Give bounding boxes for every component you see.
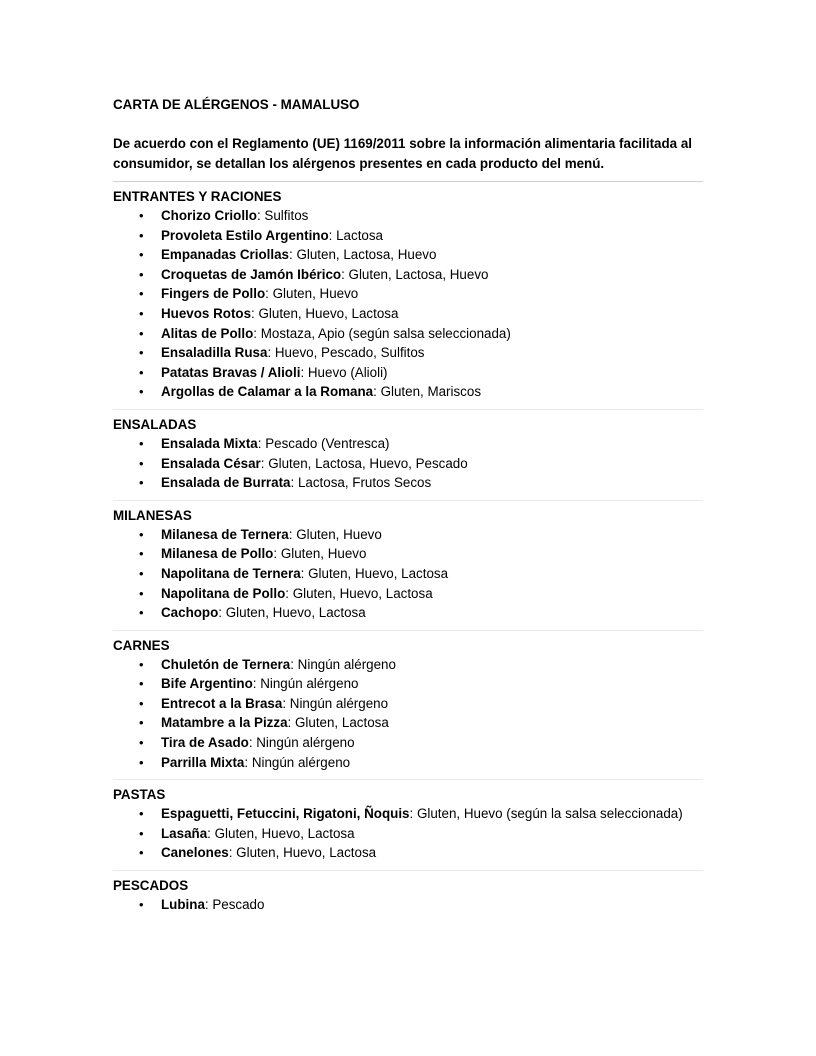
bullet-icon: • — [139, 208, 144, 223]
allergen-item — [113, 226, 703, 246]
bullet-icon: • — [139, 735, 144, 751]
section-divider — [113, 870, 703, 871]
bullet-icon: • — [139, 526, 144, 542]
allergen-text: Gluten, Lactosa, Huevo, Pescado — [268, 455, 468, 471]
section-heading: MILANESAS — [113, 507, 192, 523]
dish-name: Ensalada Mixta — [161, 435, 258, 451]
name-separator: : — [251, 305, 259, 321]
allergen-text: Lactosa — [336, 227, 384, 243]
dish-name: Espaguetti, Fetuccini, Rigatoni, Ñoquis — [161, 806, 410, 822]
dish-name: Huevos Rotos — [161, 305, 252, 321]
dish-name: Canelones — [161, 845, 229, 861]
allergen-item — [113, 544, 703, 564]
section-pescados — [113, 876, 703, 915]
name-separator: : — [248, 735, 257, 751]
bullet-icon: • — [139, 286, 144, 302]
bullet-icon: • — [139, 897, 144, 913]
section-divider — [113, 779, 703, 780]
section-entrantes-y-raciones — [113, 187, 703, 402]
bullet-icon: • — [139, 475, 144, 491]
allergen-list — [113, 206, 703, 402]
allergen-text: Gluten, Huevo, Lactosa — [258, 305, 399, 321]
allergen-item — [113, 804, 703, 824]
dish-name: Argollas de Calamar a la Romana — [161, 384, 374, 400]
allergen-text: Gluten, Huevo, Lactosa — [236, 845, 377, 861]
section-divider — [113, 630, 703, 631]
section-carnes — [113, 636, 703, 773]
allergen-text: Gluten, Huevo — [280, 546, 367, 562]
allergen-item — [113, 584, 703, 604]
allergen-item — [113, 655, 703, 675]
bullet-icon: • — [139, 715, 144, 731]
allergen-item — [113, 694, 703, 714]
name-separator: : — [228, 845, 237, 861]
bullet-icon: • — [139, 266, 144, 282]
allergen-item — [113, 733, 703, 753]
name-separator: : — [409, 806, 417, 822]
bullet-icon: • — [139, 325, 144, 341]
bullet-icon: • — [139, 455, 144, 471]
allergen-list — [113, 525, 703, 623]
dish-name: Milanesa de Pollo — [161, 546, 274, 562]
regulation-intro: De acuerdo con el Reglamento (UE) 1169/2011 sobre la información alimentaria facilitada al consumidor, se detallan los alérgenos presentes en cada producto del menú. — [113, 136, 692, 171]
section-heading: ENTRANTES Y RACIONES — [113, 189, 282, 204]
section-heading: PASTAS — [113, 787, 166, 803]
allergen-list — [113, 804, 703, 863]
allergen-text: Gluten, Lactosa, Huevo — [296, 247, 437, 263]
name-separator: : — [265, 286, 273, 302]
dish-name: Tira de Asado — [161, 735, 249, 751]
section-divider — [113, 181, 703, 182]
allergen-item — [113, 454, 703, 474]
dish-name: Alitas de Pollo — [161, 325, 254, 341]
dish-name: Lubina — [161, 897, 205, 913]
section-heading: PESCADOS — [113, 878, 189, 894]
allergen-text: Huevo (Alioli) — [307, 364, 388, 380]
allergen-item — [113, 525, 703, 545]
name-separator: : — [300, 565, 309, 581]
allergen-text: Gluten, Lactosa, Huevo — [348, 266, 489, 282]
bullet-icon: • — [139, 695, 144, 711]
allergen-text: Pescado — [212, 897, 265, 913]
dish-name: Ensalada César — [161, 455, 261, 471]
bullet-icon: • — [139, 227, 144, 243]
section-divider — [113, 409, 703, 410]
section-pastas — [113, 785, 703, 863]
name-separator: : — [256, 208, 265, 223]
allergen-text: Mostaza, Apio (según salsa seleccionada) — [260, 325, 511, 341]
dish-name: Croquetas de Jamón Ibérico — [161, 266, 342, 282]
section-milanesas — [113, 506, 703, 623]
bullet-icon: • — [139, 565, 144, 581]
name-separator: : — [300, 364, 308, 380]
dish-name: Lasaña — [161, 825, 208, 841]
dish-name: Fingers de Pollo — [161, 286, 266, 302]
dish-name: Provoleta Estilo Argentino — [161, 227, 329, 243]
bullet-icon: • — [139, 825, 144, 841]
bullet-icon: • — [139, 605, 144, 621]
name-separator: : — [267, 345, 275, 361]
dish-name: Chorizo Criollo — [161, 208, 257, 223]
allergen-item — [113, 824, 703, 844]
allergen-text: Lactosa, Frutos Secos — [297, 475, 432, 491]
allergen-list — [113, 895, 703, 915]
bullet-icon: • — [139, 656, 144, 672]
name-separator: : — [341, 266, 349, 282]
allergen-item — [113, 382, 703, 402]
allergen-text: Huevo, Pescado, Sulfitos — [274, 345, 425, 361]
allergen-text: Sulfitos — [264, 208, 309, 223]
dish-name: Bife Argentino — [161, 676, 253, 692]
dish-name: Chuletón de Ternera — [161, 656, 291, 672]
name-separator: : — [282, 695, 290, 711]
section-divider — [113, 500, 703, 501]
name-separator: : — [204, 897, 213, 913]
allergen-text: Ningún alérgeno — [297, 656, 396, 672]
section-heading: ENSALADAS — [113, 416, 197, 432]
bullet-icon: • — [139, 384, 144, 400]
section-ensaladas — [113, 415, 703, 493]
allergen-text: Gluten, Huevo, Lactosa — [292, 585, 433, 601]
allergen-text: Ningún alérgeno — [260, 676, 359, 692]
dish-name: Entrecot a la Brasa — [161, 695, 283, 711]
allergen-item — [113, 245, 703, 265]
allergen-sections — [113, 181, 703, 915]
dish-name: Empanadas Criollas — [161, 247, 290, 263]
allergen-text: Gluten, Huevo — [296, 526, 382, 542]
allergen-item — [113, 564, 703, 584]
document-page — [113, 96, 703, 915]
dish-name: Ensaladilla Rusa — [161, 345, 268, 361]
allergen-text: Gluten, Lactosa — [294, 715, 389, 731]
name-separator: : — [218, 605, 226, 621]
allergen-item — [113, 343, 703, 363]
allergen-item — [113, 753, 703, 773]
name-separator: : — [252, 676, 261, 692]
dish-name: Patatas Bravas / Alioli — [161, 364, 301, 380]
bullet-icon: • — [139, 806, 144, 822]
name-separator: : — [289, 247, 297, 263]
allergen-text: Gluten, Huevo (según la salsa seleccionada) — [416, 806, 683, 822]
name-separator: : — [285, 585, 293, 601]
allergen-item — [113, 895, 703, 915]
allergen-item — [113, 284, 703, 304]
allergen-text: Gluten, Huevo — [272, 286, 359, 302]
bullet-icon: • — [139, 305, 144, 321]
allergen-text: Gluten, Mariscos — [380, 384, 482, 400]
dish-name: Napolitana de Pollo — [161, 585, 286, 601]
name-separator: : — [290, 656, 298, 672]
bullet-icon: • — [139, 676, 144, 692]
allergen-text: Ningún alérgeno — [251, 754, 351, 770]
allergen-text: Ningún alérgeno — [289, 695, 389, 711]
name-separator: : — [287, 715, 295, 731]
name-separator: : — [244, 754, 252, 770]
section-heading: CARNES — [113, 637, 170, 653]
allergen-text: Gluten, Huevo, Lactosa — [308, 565, 449, 581]
name-separator: : — [328, 227, 337, 243]
name-separator: : — [373, 384, 381, 400]
bullet-icon: • — [139, 845, 144, 861]
allergen-text: Pescado (Ventresca) — [265, 435, 390, 451]
dish-name: Ensalada de Burrata — [161, 475, 291, 491]
allergen-item — [113, 473, 703, 493]
allergen-text: Gluten, Huevo, Lactosa — [225, 605, 366, 621]
allergen-text: Gluten, Huevo, Lactosa — [214, 825, 355, 841]
name-separator: : — [260, 455, 269, 471]
allergen-text: Ningún alérgeno — [256, 735, 355, 751]
bullet-icon: • — [139, 435, 144, 451]
name-separator: : — [290, 475, 298, 491]
allergen-item — [113, 674, 703, 694]
allergen-item — [113, 713, 703, 733]
bullet-icon: • — [139, 546, 144, 562]
allergen-item — [113, 363, 703, 383]
allergen-item — [113, 843, 703, 863]
name-separator: : — [257, 435, 266, 451]
name-separator: : — [207, 825, 215, 841]
name-separator: : — [273, 546, 281, 562]
dish-name: Parrilla Mixta — [161, 754, 245, 770]
name-separator: : — [288, 526, 297, 542]
bullet-icon: • — [139, 585, 144, 601]
allergen-list — [113, 655, 703, 773]
allergen-item — [113, 434, 703, 454]
bullet-icon: • — [139, 247, 144, 263]
bullet-icon: • — [139, 754, 144, 770]
name-separator: : — [253, 325, 261, 341]
allergen-item — [113, 324, 703, 344]
dish-name: Cachopo — [161, 605, 219, 621]
dish-name: Milanesa de Ternera — [161, 526, 289, 542]
document-title: CARTA DE ALÉRGENOS - MAMALUSO — [113, 97, 360, 112]
allergen-list — [113, 434, 703, 493]
bullet-icon: • — [139, 364, 144, 380]
bullet-icon: • — [139, 345, 144, 361]
allergen-item — [113, 304, 703, 324]
dish-name: Matambre a la Pizza — [161, 715, 288, 731]
allergen-item — [113, 603, 703, 623]
dish-name: Napolitana de Ternera — [161, 565, 301, 581]
allergen-item — [113, 206, 703, 226]
allergen-item — [113, 265, 703, 285]
